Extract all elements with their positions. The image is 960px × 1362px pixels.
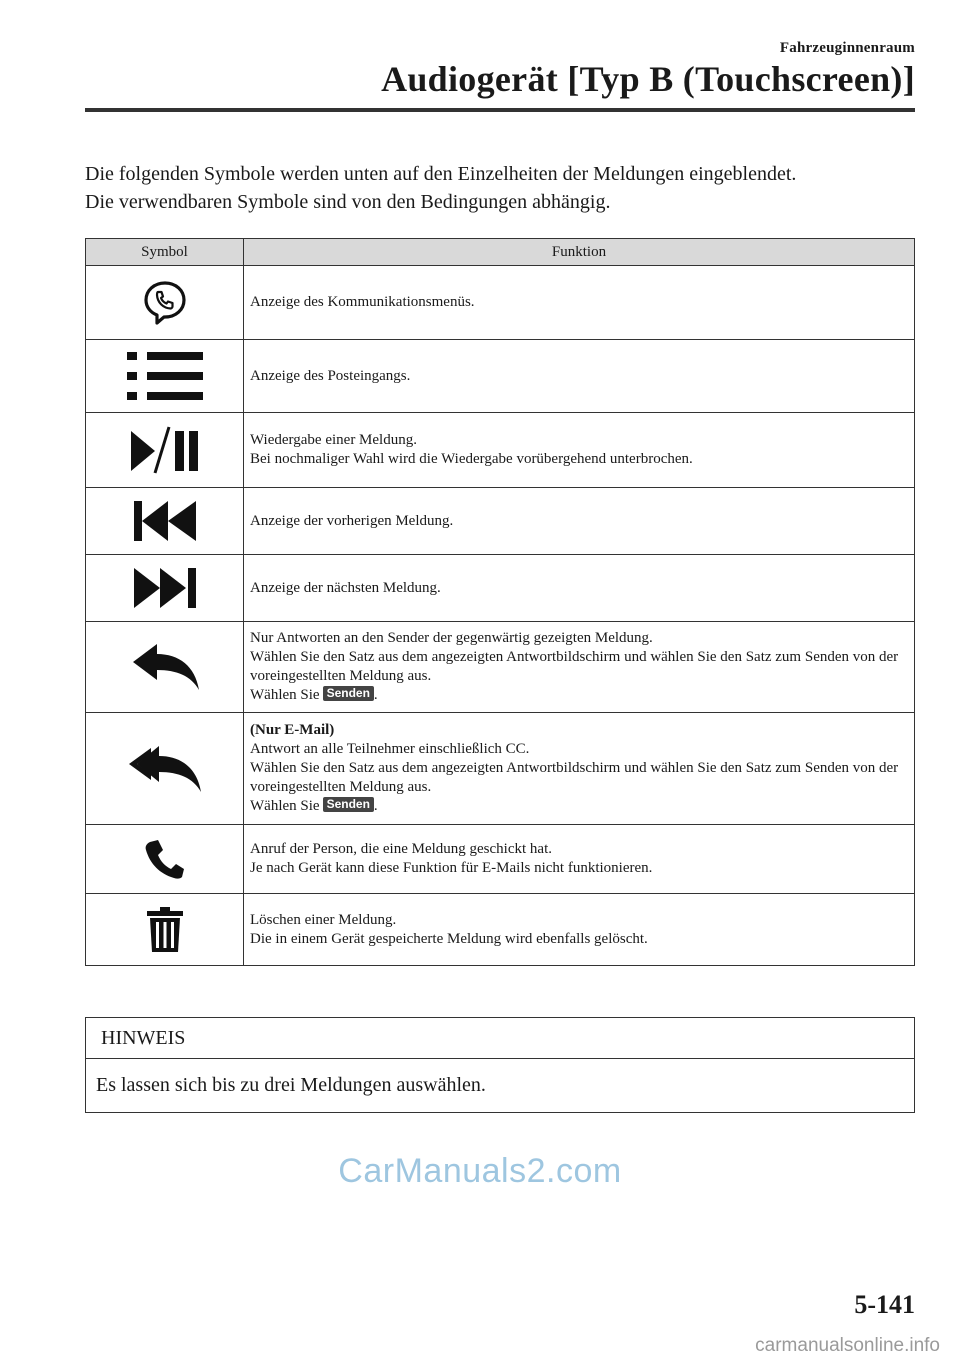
- symbol-table: [85, 238, 915, 966]
- table-row: [86, 825, 915, 894]
- function-text: Wählen Sie den Satz aus dem angezeigten Antwortbildschirm und wählen Sie den Satz zum Senden von der voreingestellten Meldung aus.: [250, 760, 899, 795]
- intro-text: [85, 160, 915, 216]
- function-text: Löschen einer Meldung.: [250, 911, 397, 928]
- senden-button[interactable]: Senden: [323, 686, 374, 701]
- function-text: Anruf der Person, die eine Meldung geschickt hat.: [250, 841, 552, 857]
- function-text: Anzeige des Kommunikationsmenüs.: [250, 294, 475, 310]
- function-text: Anzeige der vorherigen Meldung.: [250, 512, 454, 529]
- section-title: Fahrzeuginnenraum: [779, 40, 915, 56]
- play-pause-icon: [129, 425, 201, 475]
- function-text: Bei nochmaliger Wahl wird die Wiedergabe vorübergehend unterbrochen.: [250, 451, 693, 467]
- table-row: [86, 622, 915, 713]
- inbox-list-icon: [125, 350, 205, 402]
- note-heading: HINWEIS: [86, 1018, 914, 1059]
- select-suffix: .: [373, 687, 378, 703]
- table-row: [86, 713, 915, 825]
- function-heading: (Nur E-Mail): [250, 722, 335, 738]
- function-text: Wiedergabe einer Meldung.: [250, 432, 417, 448]
- function-text: Wählen Sie den Satz aus dem angezeigten Antwortbildschirm und wählen Sie den Satz zum Senden von der voreingestellten Meldung aus.: [250, 649, 899, 684]
- table-header-row: [86, 239, 915, 266]
- column-header-symbol: Symbol: [86, 239, 244, 266]
- table-row: [86, 894, 915, 966]
- previous-track-icon: [132, 499, 198, 543]
- function-text: Je nach Gerät kann diese Funktion für E-Mails nicht funktionieren.: [250, 860, 653, 876]
- function-text: Anzeige der nächsten Meldung.: [250, 579, 441, 596]
- next-track-icon: [132, 566, 198, 610]
- reply-all-icon: [127, 744, 203, 794]
- trash-icon: [145, 906, 185, 954]
- select-prefix: Wählen Sie: [250, 687, 320, 703]
- table-row: [86, 413, 915, 488]
- function-text: Antwort an alle Teilnehmer einschließlich CC.: [250, 741, 530, 757]
- header-divider: [85, 108, 915, 112]
- column-header-function: Funktion: [244, 239, 915, 266]
- table-row: [86, 340, 915, 413]
- table-row: [86, 266, 915, 340]
- function-text: Nur Antworten an den Sender der gegenwärtig gezeigten Meldung.: [250, 630, 653, 646]
- table-row: [86, 488, 915, 555]
- reply-icon: [129, 642, 201, 692]
- select-prefix: Wählen Sie: [250, 798, 320, 814]
- senden-button[interactable]: Senden: [323, 797, 374, 812]
- table-row: [86, 555, 915, 622]
- phone-icon: [144, 838, 186, 880]
- function-text: [250, 797, 908, 816]
- page-title: Audiogerät [Typ B (Touchscreen)]: [381, 59, 915, 99]
- intro-line: Die verwendbaren Symbole sind von den Bedingungen abhängig.: [85, 191, 611, 213]
- intro-line: Die folgenden Symbole werden unten auf den Einzelheiten der Meldungen eingeblendet.: [85, 163, 797, 185]
- function-text: [250, 686, 908, 705]
- function-text: Anzeige des Posteingangs.: [250, 367, 411, 384]
- function-text: Die in einem Gerät gespeicherte Meldung wird ebenfalls gelöscht.: [250, 930, 648, 947]
- communication-menu-icon: [142, 280, 188, 326]
- page-number: 5-141: [854, 1290, 915, 1319]
- watermark: CarManuals2.com: [338, 1152, 622, 1190]
- footer-watermark: carmanualsonline.info: [755, 1335, 940, 1356]
- select-suffix: .: [373, 798, 378, 814]
- note-box: [85, 1017, 915, 1113]
- note-text: Es lassen sich bis zu drei Meldungen auswählen.: [96, 1074, 486, 1096]
